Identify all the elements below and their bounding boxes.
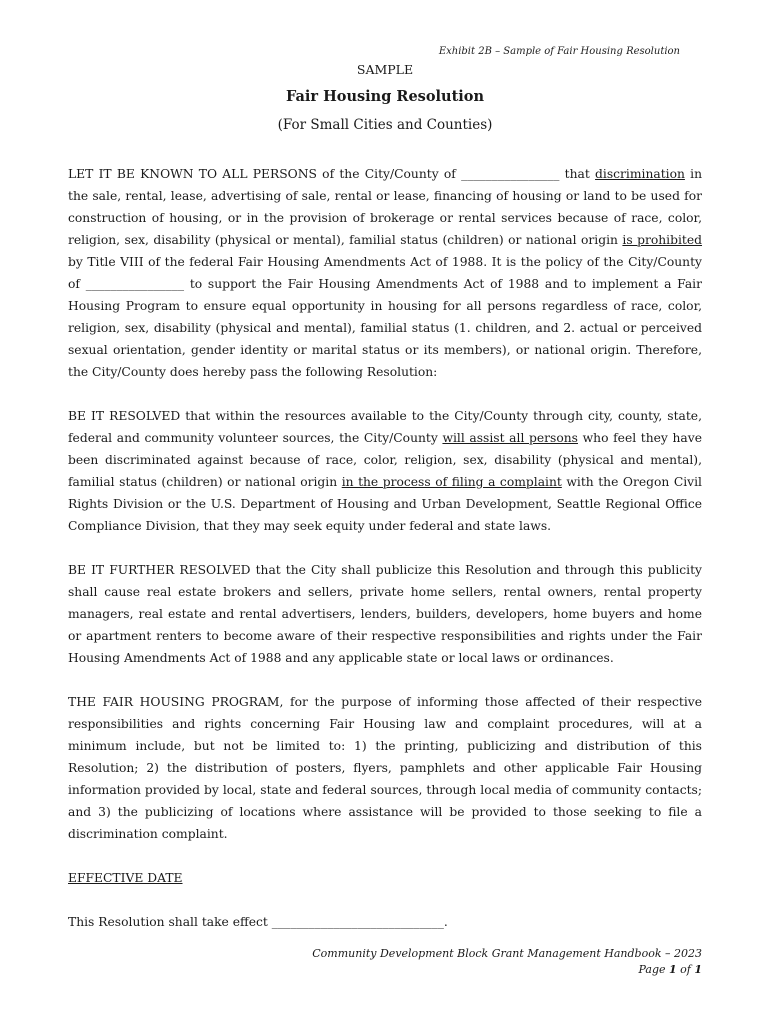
footer-page-total: 1: [694, 963, 702, 976]
p1-underline-discrimination: discrimination: [595, 167, 685, 181]
p1-text-b: in the sale, rental, lease, advertising of sale, rental or lease, financing of housing or land to be used for construction of housing, or in the provision of brokerage or rental services because of race, color, religion, sex, disability (physical or mental), familial status (children) or national origin: [68, 167, 702, 247]
document-body: [68, 163, 702, 955]
effective-date-heading: EFFECTIVE DATE: [68, 871, 183, 885]
p1-text-c: by Title VIII of the federal Fair Housing Amendments Act of 1988. It is the policy of the City/County of ________________ to support the Fair Housing Amendments Act of 1988 and to implement a Fair Housing Program to ensure equal opportunity in housing for all persons regardless of race, color, religion, sex, disability (physical and mental), familial status (1. children, and 2. actual or perceived sexual orientation, gender identity or marital status or its members), or national origin. Therefore, the City/County does hereby pass the following Resolution:: [68, 255, 702, 379]
footer-page-number: [312, 962, 702, 978]
paragraph-be-it-resolved: [68, 405, 702, 537]
p1-underline-prohibited: is prohibited: [622, 233, 703, 247]
paragraph-be-it-further-resolved: BE IT FURTHER RESOLVED that the City shall publicize this Resolution and through this publicity shall cause real estate brokers and sellers, private home sellers, rental owners, rental property managers, real estate and rental advertisers, lenders, builders, developers, home buyers and home or apartment renters to become aware of their respective responsibilities and rights under the Fair Housing Amendments Act of 1988 and any applicable state or local laws or ordinances.: [68, 563, 702, 665]
p2-text-a: BE IT RESOLVED that within the resources available to the City/County through city, county, state, federal and community volunteer sources, the City/County: [68, 409, 702, 445]
exhibit-label: Exhibit 2B – Sample of Fair Housing Resolution: [438, 46, 680, 57]
document-subtitle: (For Small Cities and Counties): [277, 117, 493, 133]
p2-underline-filing: in the process of filing a complaint: [341, 475, 562, 489]
document-title: Fair Housing Resolution: [286, 88, 484, 105]
sample-label: SAMPLE: [356, 62, 414, 77]
p1-text-a: LET IT BE KNOWN TO ALL PERSONS of the City/County of ________________ that: [68, 167, 596, 181]
page-footer: [312, 946, 702, 978]
footer-page-of: of: [676, 963, 695, 976]
p2-text-c: with the Oregon Civil Rights Division or the U.S. Department of Housing and Urban Development, Seattle Regional Office Compliance Division, that they may seek equity under federal and state laws.: [68, 475, 702, 533]
paragraph-fair-housing-program: THE FAIR HOUSING PROGRAM, for the purpose of informing those affected of their respective responsibilities and rights concerning Fair Housing law and complaint procedures, will at a minimum include, but not be limited to: 1) the printing, publicizing and distribution of this Resolution; 2) the distribution of posters, flyers, pamphlets and other applicable Fair Housing information provided by local, state and federal sources, through local media of community contacts; and 3) the publicizing of locations where assistance will be provided to those seeking to file a discrimination complaint.: [68, 695, 702, 841]
footer-handbook-title: Community Development Block Grant Management Handbook – 2023: [312, 947, 702, 960]
p2-underline-assist: will assist all persons: [442, 431, 578, 445]
footer-page-current: 1: [669, 963, 677, 976]
footer-page-prefix: Page: [638, 963, 669, 976]
effective-date-text: This Resolution shall take effect ____________________________.: [68, 915, 448, 929]
paragraph-let-it-be-known: [68, 163, 702, 383]
p2-text-b: who feel they have been discriminated against because of race, color, religion, sex, disability (physical and mental), familial status (children) or national origin: [68, 431, 702, 489]
